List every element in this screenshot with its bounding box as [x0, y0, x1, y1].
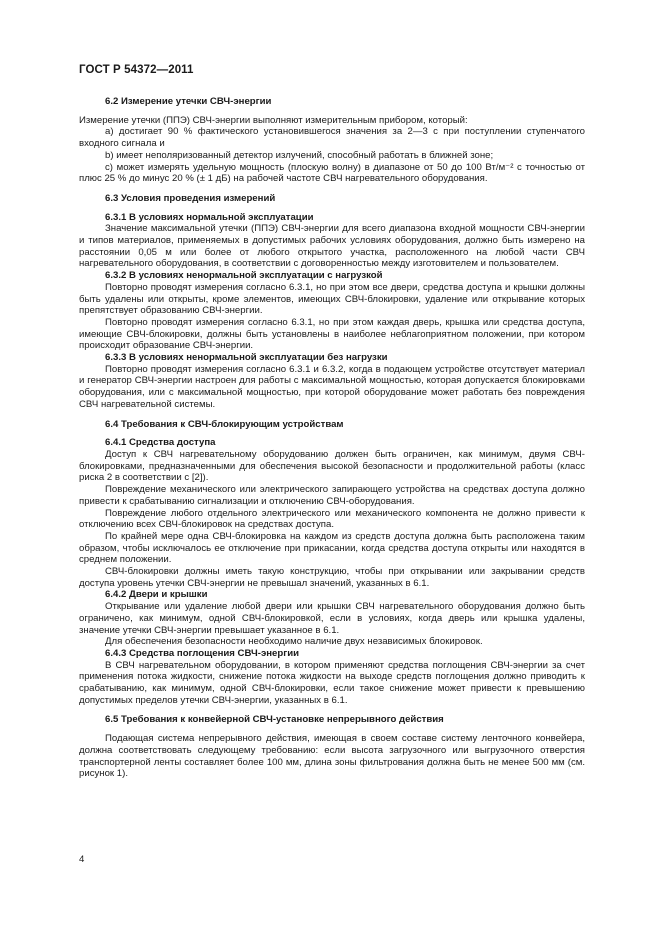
document-body [79, 96, 585, 780]
section-6-4-1-title: 6.4.1 Средства доступа [105, 437, 216, 449]
section-6-4-2-title: 6.4.2 Двери и крышки [105, 589, 208, 601]
page-number: 4 [79, 854, 85, 865]
section-6-4-3-title: 6.4.3 Средства поглощения СВЧ-энергии [105, 647, 300, 659]
section-6-4-1-paragraph-1: Доступ к СВЧ нагревательному оборудованию должен быть ограничен, как минимум, двумя СВЧ-блокировками, предназначенными для обеспечения высокой безопасности и продолжительной работы (класс риска 2 в соответствии с [2]). [79, 448, 585, 484]
section-6-2-item-c: с) может измерять удельную мощность (плоскую волну) в диапазоне от 50 до 100 Вт/м⁻² с точностью от плюс 25 % до минус 20 % (± 1 дБ) на рабочей частоте СВЧ нагревательного оборудования. [79, 161, 585, 185]
section-6-4-2-paragraph-1: Открывание или удаление любой двери или крышки СВЧ нагревательного оборудования должно быть ограничено, как минимум, одной СВЧ-блокировкой, если в условиях, когда дверь или крышка удалены, значение утечки СВЧ-энергии превышает указанное в 6.1. [79, 601, 585, 636]
section-6-2-item-a: а) достигает 90 % фактического установившегося значения за 2—3 с при поступлении ступенчатого входного сигнала и [79, 126, 585, 150]
section-6-4-1-paragraph-3: Повреждение любого отдельного электрического или механического компонента не должно привести к отключению всех СВЧ-блокировок на средствах доступа. [79, 507, 585, 531]
section-6-3-3-title: 6.3.3 В условиях ненормальной эксплуатации без нагрузки [105, 352, 388, 364]
section-6-4-2-paragraph-2: Для обеспечения безопасности необходимо наличие двух независимых блокировок. [105, 636, 483, 648]
section-6-4-3-paragraph: В СВЧ нагревательном оборудовании, в котором применяют средства поглощения СВЧ-энергии за счет применения потока жидкости, снижение потока жидкости на выходе средств поглощения должно приводить к срабатыванию, как минимум, одной СВЧ-блокировки, если такое снижение может привести к превышению допустимых пределов утечки СВЧ-энергии, указанных в 6.1. [79, 659, 585, 706]
section-6-3-1-title: 6.3.1 В условиях нормальной эксплуатации [105, 211, 314, 223]
section-6-4-1-paragraph-4: По крайней мере одна СВЧ-блокировка на каждом из средств доступа должна быть расположена таким образом, чтобы исключалось ее отключение при прикасании, когда средства доступа открыты или находятся в среднем положении. [79, 530, 585, 566]
section-6-2-intro: Измерение утечки (ППЭ) СВЧ-энергии выполняют измерительным прибором, который: [79, 114, 468, 126]
section-6-4-title: 6.4 Требования к СВЧ-блокирующим устройствам [105, 418, 344, 430]
document-header: ГОСТ Р 54372—2011 [79, 64, 194, 76]
section-6-2-item-b: b) имеет неполяризованный детектор излучений, способный работать в ближней зоне; [105, 149, 494, 161]
section-6-5-paragraph: Подающая система непрерывного действия, имеющая в своем составе систему ленточного конвейера, должна соответствовать следующему требованию: если высота загрузочного или выгрузочного отверстия транспортерной ленты составляет более 100 мм, длина зоны фильтрования должна быть не менее 500 мм (см. рисунок 1). [79, 733, 585, 780]
section-6-3-2-paragraph-1: Повторно проводят измерения согласно 6.3.1, но при этом все двери, средства доступа и крышки должны быть удалены или открыты, кроме элементов, имеющих СВЧ-блокировки, удаление или открывание которых препятствует образованию СВЧ-энергии. [79, 281, 585, 317]
section-6-3-3-paragraph: Повторно проводят измерения согласно 6.3.1 и 6.3.2, когда в подающем устройстве отсутствует материал и генератор СВЧ-энергии настроен для работы с максимальной мощностью, которая допускается блокировками оборудования, или с максимальной мощностью, при которой оборудование может работать без повреждения СВЧ нагревательной системы. [79, 363, 585, 410]
section-6-3-title: 6.3 Условия проведения измерений [105, 192, 276, 204]
section-6-4-1-paragraph-2: Повреждение механического или электрического запирающего устройства на средствах доступа должно привести к срабатыванию сигнализации и отключению СВЧ-оборудования. [79, 484, 585, 507]
section-6-3-2-paragraph-2: Повторно проводят измерения согласно 6.3.1, но при этом каждая дверь, крышка или средства доступа, имеющие СВЧ-блокировки, должны быть установлены в наиболее неблагоприятном положении, при котором происходит образование СВЧ-энергии. [79, 316, 585, 352]
section-6-4-1-paragraph-5: СВЧ-блокировки должны иметь такую конструкцию, чтобы при открывании или закрывании средств доступа уровень утечки СВЧ-энергии не превышал значений, указанных в 6.1. [79, 566, 585, 589]
section-6-2-title: 6.2 Измерение утечки СВЧ-энергии [105, 96, 272, 107]
section-6-3-1-paragraph: Значение максимальной утечки (ППЭ) СВЧ-энергии для всего диапазона входной мощности СВЧ-энергии и типов материалов, применяемых в допустимых рабочих условиях оборудования, должно быть измерено на расстоянии 0,05 м или более от любого открытого участка, расположенного на любой части СВЧ нагревательного оборудования, в соответствии с договоренностью между изготовителем и пользователем. [79, 223, 585, 270]
section-6-3-2-title: 6.3.2 В условиях ненормальной эксплуатации с нагрузкой [105, 270, 383, 282]
section-6-5-title: 6.5 Требования к конвейерной СВЧ-установке непрерывного действия [105, 714, 444, 726]
